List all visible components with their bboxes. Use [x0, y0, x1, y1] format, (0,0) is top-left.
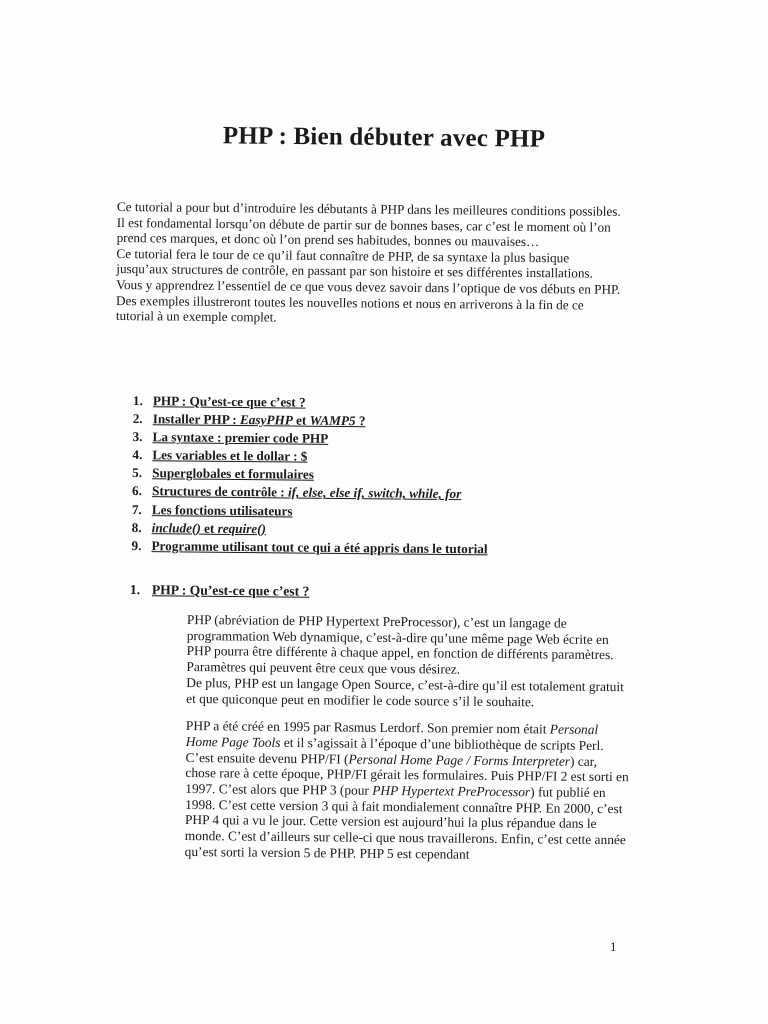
toc-label-part: et	[200, 520, 218, 536]
toc-item-label[interactable]: Superglobales et formulaires	[152, 465, 314, 483]
toc-item-label[interactable]	[152, 520, 266, 536]
toc-label-part: if, else, else if, switch, while, for	[287, 484, 462, 502]
text-run-italic: Personal Home Page Tools	[185, 721, 599, 750]
text-run: PHP a été créé en 1995 par Rasmus Lerdorf. Son premier nom était	[185, 718, 550, 737]
toc-item-label[interactable]: Les variables et le dollar : $	[152, 447, 308, 464]
table-of-contents	[131, 392, 553, 559]
section-number: 1.	[129, 582, 141, 598]
toc-label-part: ?	[355, 413, 366, 429]
toc-label-part: et	[292, 412, 310, 428]
intro-block	[116, 199, 622, 329]
text-run-italic: PHP Hypertext PreProcessor	[372, 782, 531, 800]
toc-item-number: 8.	[131, 519, 142, 535]
section-1-paragraph-1: PHP (abréviation de PHP Hypertext PreProcessor), c’est un langage de programmation Web dynamique, c’est-à-dire qu’une même page Web écrite en PHP pourra être différente à chaque appel, en fonction de différents paramètres. Paramètres qui peuvent être ceux que vous désirez.	[186, 612, 614, 677]
toc-item-number: 2.	[132, 411, 143, 427]
section-1-heading	[130, 582, 310, 600]
toc-item-number: 5.	[132, 465, 143, 481]
toc-item-label[interactable]: Programme utilisant tout ce qui a été appris dans le tutorial	[151, 537, 488, 557]
toc-item-number: 1.	[132, 392, 143, 409]
intro-paragraph-3: Des exemples illustreront toutes les nouvelles notions et nous en arriverons à la fin de ce tutorial à un exemple complet.	[115, 292, 584, 325]
text-run: ) car, chose rare à cette époque, PHP/FI gérait les formulaires. Puis PHP/FI 2 est sorti en 1997. C’est alors que PHP 3 (pour	[185, 753, 629, 798]
toc-label-part: WAMP5	[309, 412, 356, 429]
text-run: et il s’agissait à l’époque d’une bibliothèque de scripts Perl. C’est ensuite devenu PHP/FI (	[185, 734, 604, 767]
section-1-paragraph-2: De plus, PHP est un langage Open Source, c’est-à-dire qu’il est totalement gratuit et que quiconque peut en modifier le code source s’il le souhaite.	[186, 674, 624, 709]
toc-item-9[interactable]	[131, 537, 551, 559]
section-1-paragraph-3	[185, 718, 631, 864]
page-title: PHP : Bien débuter avec PHP	[222, 122, 546, 153]
toc-item-label[interactable]: PHP : Qu’est-ce que c’est ?	[152, 393, 306, 410]
toc-item-number: 3.	[132, 429, 143, 445]
toc-item-number: 7.	[131, 501, 142, 517]
toc-item-label[interactable]	[153, 411, 366, 428]
toc-label-part: Installer PHP :	[152, 411, 241, 428]
toc-item-number: 4.	[132, 447, 143, 463]
toc-label-part: include()	[151, 519, 201, 536]
toc-label-part: Structures de contrôle :	[151, 483, 289, 500]
toc-item-label[interactable]: La syntaxe : premier code PHP	[152, 429, 329, 447]
toc-item-label[interactable]	[152, 484, 461, 502]
section-title: PHP : Qu’est-ce que c’est ?	[151, 582, 310, 599]
section-1-body	[185, 612, 632, 864]
toc-item-number: 9.	[131, 537, 142, 553]
text-run-italic: Personal Home Page / Forms Interpreter	[348, 751, 571, 769]
intro-paragraph-1: Ce tutorial a pour but d’introduire les débutants à PHP dans les meilleures conditions possibles. Il est fondamental lorsqu’on débute de partir sur de bonnes bases, car c’est le moment où l’on prend ces marques, et donc où l’on prend ses habitudes, bonnes ou mauvaises…	[116, 199, 621, 250]
toc-item-label[interactable]: Les fonctions utilisateurs	[151, 501, 293, 519]
page-number: 1	[610, 939, 617, 954]
intro-paragraph-2: Ce tutorial fera le tour de ce qu’il faut connaître de PHP, de sa syntaxe la plus basique jusqu’aux structures de contrôle, en passant par son histoire et ses différentes installations. Vous y apprendrez l’essentiel de ce que vous devez savoir dans l’optique de vos débuts en PHP.	[116, 245, 621, 297]
toc-item-number: 6.	[131, 483, 143, 499]
toc-label-part: require()	[217, 520, 267, 536]
toc-label-part: EasyPHP	[239, 412, 293, 428]
text-run: ) fut publié en 1998. C’est cette version 3 qui à fait mondialement connaître PHP. En 2000, c’est PHP 4 qui a vu le jour. Cette version est aujourd’hui la plus répandue dans le monde. C’est d’ailleurs sur celle-ci que nous travaillerons. Enfin, c’est cette année qu’est sorti la version 5 de PHP. PHP 5 est cependant	[184, 784, 626, 862]
